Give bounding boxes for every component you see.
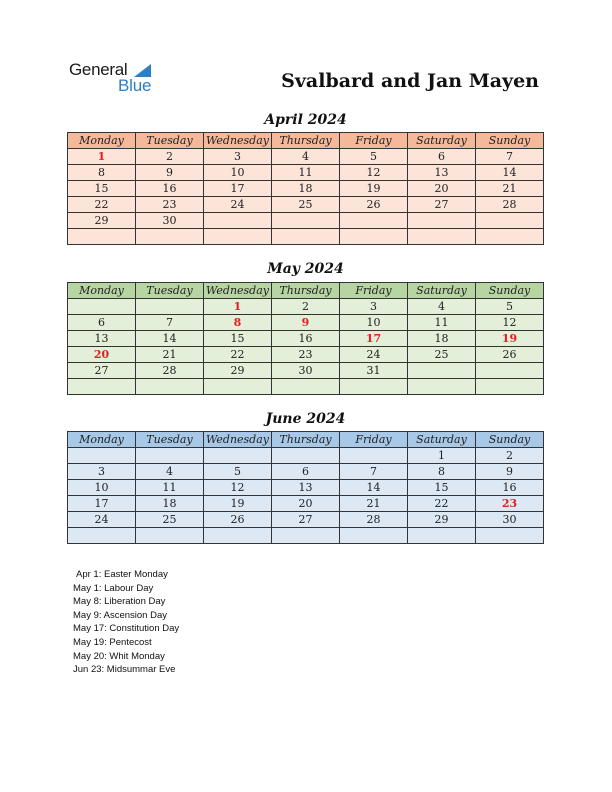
day-cell: 26 — [204, 512, 272, 528]
day-cell: 28 — [136, 363, 204, 379]
calendar-june — [67, 431, 544, 544]
holiday-day-cell: 9 — [272, 315, 340, 331]
day-cell: 12 — [476, 315, 544, 331]
holiday-item: Apr 1: Easter Monday — [76, 569, 168, 580]
day-cell: 16 — [272, 331, 340, 347]
day-cell — [272, 229, 340, 245]
day-cell: 8 — [68, 165, 136, 181]
week-row — [68, 496, 544, 512]
day-cell: 14 — [340, 480, 408, 496]
holiday-day-cell: 1 — [68, 149, 136, 165]
day-cell: 6 — [68, 315, 136, 331]
holiday-item: May 1: Labour Day — [73, 582, 154, 594]
day-cell — [204, 528, 272, 544]
day-cell: 22 — [408, 496, 476, 512]
day-cell — [68, 229, 136, 245]
day-cell: 14 — [476, 165, 544, 181]
day-cell: 7 — [136, 315, 204, 331]
day-cell — [136, 528, 204, 544]
week-row — [68, 512, 544, 528]
weekday-header: Friday — [340, 283, 408, 299]
week-row — [68, 229, 544, 245]
day-cell: 21 — [476, 181, 544, 197]
day-cell: 5 — [204, 464, 272, 480]
day-cell — [340, 229, 408, 245]
weekday-header: Wednesday — [204, 133, 272, 149]
day-cell: 2 — [136, 149, 204, 165]
day-cell — [340, 379, 408, 395]
weekday-header: Wednesday — [204, 432, 272, 448]
day-cell — [340, 448, 408, 464]
day-cell — [476, 229, 544, 245]
day-cell: 24 — [204, 197, 272, 213]
day-cell — [136, 299, 204, 315]
day-cell: 13 — [408, 165, 476, 181]
week-row — [68, 299, 544, 315]
month-title-april: April 2024 — [264, 112, 347, 128]
day-cell: 27 — [408, 197, 476, 213]
holiday-list — [73, 568, 179, 677]
week-row — [68, 448, 544, 464]
day-cell: 16 — [476, 480, 544, 496]
month-title-may: May 2024 — [267, 261, 344, 277]
day-cell: 16 — [136, 181, 204, 197]
week-row — [68, 528, 544, 544]
day-cell — [68, 379, 136, 395]
week-row — [68, 347, 544, 363]
day-cell: 29 — [408, 512, 476, 528]
week-row — [68, 181, 544, 197]
day-cell: 25 — [408, 347, 476, 363]
day-cell: 24 — [340, 347, 408, 363]
weekday-header: Friday — [340, 432, 408, 448]
day-cell: 8 — [408, 464, 476, 480]
holiday-item: May 9: Ascension Day — [73, 609, 167, 621]
day-cell: 28 — [340, 512, 408, 528]
week-row — [68, 379, 544, 395]
day-cell — [476, 528, 544, 544]
day-cell: 7 — [476, 149, 544, 165]
logo-text-blue: Blue — [118, 76, 152, 95]
day-cell: 25 — [272, 197, 340, 213]
day-cell: 30 — [272, 363, 340, 379]
holiday-day-cell: 20 — [68, 347, 136, 363]
day-cell: 2 — [272, 299, 340, 315]
day-cell: 22 — [68, 197, 136, 213]
day-cell: 22 — [204, 347, 272, 363]
calendar-may — [67, 282, 544, 395]
day-cell: 13 — [68, 331, 136, 347]
day-cell — [204, 448, 272, 464]
day-cell — [408, 528, 476, 544]
day-cell: 24 — [68, 512, 136, 528]
day-cell: 17 — [68, 496, 136, 512]
day-cell: 18 — [136, 496, 204, 512]
day-cell: 3 — [204, 149, 272, 165]
day-cell: 15 — [408, 480, 476, 496]
day-cell — [272, 213, 340, 229]
day-cell — [68, 299, 136, 315]
holiday-item: May 8: Liberation Day — [73, 596, 166, 608]
week-row — [68, 197, 544, 213]
day-cell — [476, 379, 544, 395]
day-cell: 18 — [272, 181, 340, 197]
holiday-day-cell: 8 — [204, 315, 272, 331]
day-cell: 19 — [204, 496, 272, 512]
day-cell: 4 — [408, 299, 476, 315]
day-cell: 5 — [340, 149, 408, 165]
day-cell: 4 — [136, 464, 204, 480]
day-cell — [340, 528, 408, 544]
day-cell: 20 — [272, 496, 340, 512]
week-row — [68, 213, 544, 229]
weekday-header: Saturday — [408, 432, 476, 448]
week-row — [68, 480, 544, 496]
day-cell: 11 — [272, 165, 340, 181]
day-cell — [340, 213, 408, 229]
day-cell: 18 — [408, 331, 476, 347]
holiday-item: Jun 23: Midsummar Eve — [73, 664, 176, 676]
holiday-item: May 19: Pentecost — [73, 636, 152, 648]
day-cell: 4 — [272, 149, 340, 165]
day-cell — [68, 448, 136, 464]
holiday-day-cell: 19 — [476, 331, 544, 347]
day-cell: 2 — [476, 448, 544, 464]
day-cell — [272, 528, 340, 544]
week-row — [68, 331, 544, 347]
weekday-header: Sunday — [476, 133, 544, 149]
day-cell: 5 — [476, 299, 544, 315]
day-cell: 12 — [340, 165, 408, 181]
day-cell: 1 — [408, 448, 476, 464]
day-cell — [136, 229, 204, 245]
weekday-header: Sunday — [476, 432, 544, 448]
holiday-item: May 17: Constitution Day — [73, 623, 180, 635]
day-cell: 10 — [68, 480, 136, 496]
day-cell: 26 — [476, 347, 544, 363]
day-cell: 17 — [204, 181, 272, 197]
day-cell: 3 — [340, 299, 408, 315]
day-cell: 29 — [204, 363, 272, 379]
day-cell: 15 — [68, 181, 136, 197]
day-cell: 30 — [476, 512, 544, 528]
day-cell — [204, 213, 272, 229]
logo — [69, 60, 169, 96]
day-cell — [408, 213, 476, 229]
weekday-header: Thursday — [272, 133, 340, 149]
day-cell: 19 — [340, 181, 408, 197]
day-cell: 10 — [204, 165, 272, 181]
day-cell: 13 — [272, 480, 340, 496]
day-cell — [136, 379, 204, 395]
day-cell: 11 — [408, 315, 476, 331]
weekday-header: Thursday — [272, 283, 340, 299]
day-cell: 7 — [340, 464, 408, 480]
weekday-header: Tuesday — [136, 133, 204, 149]
weekday-header: Friday — [340, 133, 408, 149]
day-cell: 10 — [340, 315, 408, 331]
weekday-header-row — [68, 133, 544, 149]
holiday-item: May 20: Whit Monday — [73, 650, 165, 662]
day-cell: 29 — [68, 213, 136, 229]
country-title: Svalbard and Jan Mayen — [281, 70, 539, 92]
day-cell: 11 — [136, 480, 204, 496]
day-cell — [204, 379, 272, 395]
week-row — [68, 363, 544, 379]
day-cell: 27 — [272, 512, 340, 528]
day-cell: 23 — [272, 347, 340, 363]
day-cell: 21 — [136, 347, 204, 363]
week-row — [68, 315, 544, 331]
day-cell — [408, 363, 476, 379]
day-cell — [476, 363, 544, 379]
holiday-day-cell: 23 — [476, 496, 544, 512]
weekday-header-row — [68, 432, 544, 448]
weekday-header: Saturday — [408, 133, 476, 149]
week-row — [68, 149, 544, 165]
day-cell: 26 — [340, 197, 408, 213]
day-cell: 9 — [476, 464, 544, 480]
week-row — [68, 464, 544, 480]
day-cell: 27 — [68, 363, 136, 379]
weekday-header: Tuesday — [136, 432, 204, 448]
holiday-day-cell: 17 — [340, 331, 408, 347]
weekday-header-row — [68, 283, 544, 299]
day-cell: 6 — [408, 149, 476, 165]
day-cell: 3 — [68, 464, 136, 480]
weekday-header: Thursday — [272, 432, 340, 448]
day-cell — [476, 213, 544, 229]
day-cell — [204, 229, 272, 245]
weekday-header: Monday — [68, 283, 136, 299]
day-cell: 9 — [136, 165, 204, 181]
week-row — [68, 165, 544, 181]
day-cell — [408, 379, 476, 395]
day-cell — [68, 528, 136, 544]
day-cell — [272, 379, 340, 395]
day-cell: 23 — [136, 197, 204, 213]
day-cell: 14 — [136, 331, 204, 347]
day-cell — [272, 448, 340, 464]
day-cell — [408, 229, 476, 245]
weekday-header: Tuesday — [136, 283, 204, 299]
day-cell — [136, 448, 204, 464]
day-cell: 21 — [340, 496, 408, 512]
holiday-day-cell: 1 — [204, 299, 272, 315]
weekday-header: Sunday — [476, 283, 544, 299]
day-cell: 20 — [408, 181, 476, 197]
weekday-header: Monday — [68, 432, 136, 448]
day-cell: 30 — [136, 213, 204, 229]
day-cell: 6 — [272, 464, 340, 480]
weekday-header: Wednesday — [204, 283, 272, 299]
day-cell: 15 — [204, 331, 272, 347]
day-cell: 28 — [476, 197, 544, 213]
weekday-header: Monday — [68, 133, 136, 149]
day-cell: 31 — [340, 363, 408, 379]
logo-text-general: General — [69, 60, 128, 79]
day-cell: 12 — [204, 480, 272, 496]
calendar-april — [67, 132, 544, 245]
weekday-header: Saturday — [408, 283, 476, 299]
day-cell: 25 — [136, 512, 204, 528]
month-title-june: June 2024 — [265, 411, 346, 427]
